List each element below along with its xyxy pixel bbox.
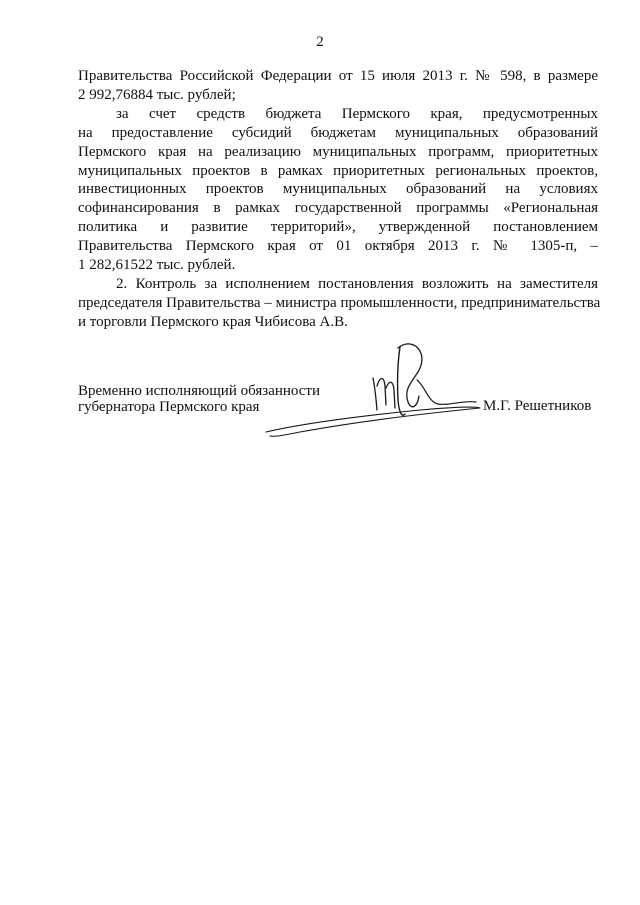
text-line: и торговли Пермского края Чибисова А.В. bbox=[78, 313, 348, 330]
text-line: софинансирования в рамках государственной программы «Региональная bbox=[78, 200, 598, 217]
signatory-position-line: губернатора Пермского края bbox=[78, 398, 260, 415]
text-line: Пермского края на реализацию муниципальных программ, приоритетных bbox=[78, 143, 598, 160]
text-line: инвестиционных проектов муниципальных образований на условиях bbox=[78, 181, 598, 198]
text-line: за счет средств бюджета Пермского края, предусмотренных bbox=[116, 105, 598, 122]
signatory-position-line: Временно исполняющий обязанности bbox=[78, 383, 321, 399]
text-line: председателя Правительства – министра промышленности, предпринимательства bbox=[78, 294, 601, 311]
paragraph-budget-federal bbox=[78, 67, 598, 105]
text-line: Правительства Российской Федерации от 15 июля 2013 г. № 598, в размере bbox=[78, 68, 598, 84]
signatory-position bbox=[78, 384, 320, 415]
text-line: муниципальных проектов в рамках приоритетных региональных проектов, bbox=[78, 162, 598, 179]
text-line: на предоставление субсидий бюджетам муниципальных образований bbox=[78, 124, 598, 141]
text-line: Правительства Пермского края от 01 октября 2013 г. № 1305-п, – bbox=[78, 238, 598, 255]
paragraph-budget-regional bbox=[78, 105, 598, 275]
paragraph-control bbox=[78, 275, 601, 332]
text-line: политика и развитие территорий», утвержденной постановлением bbox=[78, 219, 598, 236]
text-line: 2 992,76884 тыс. рублей; bbox=[78, 86, 236, 103]
signatory-name: М.Г. Решетников bbox=[483, 398, 592, 414]
page-number: 2 bbox=[316, 34, 324, 50]
text-line: 2. Контроль за исполнением постановления возложить на заместителя bbox=[116, 275, 598, 292]
text-line: 1 282,61522 тыс. рублей. bbox=[78, 257, 236, 274]
document-body bbox=[78, 67, 601, 332]
